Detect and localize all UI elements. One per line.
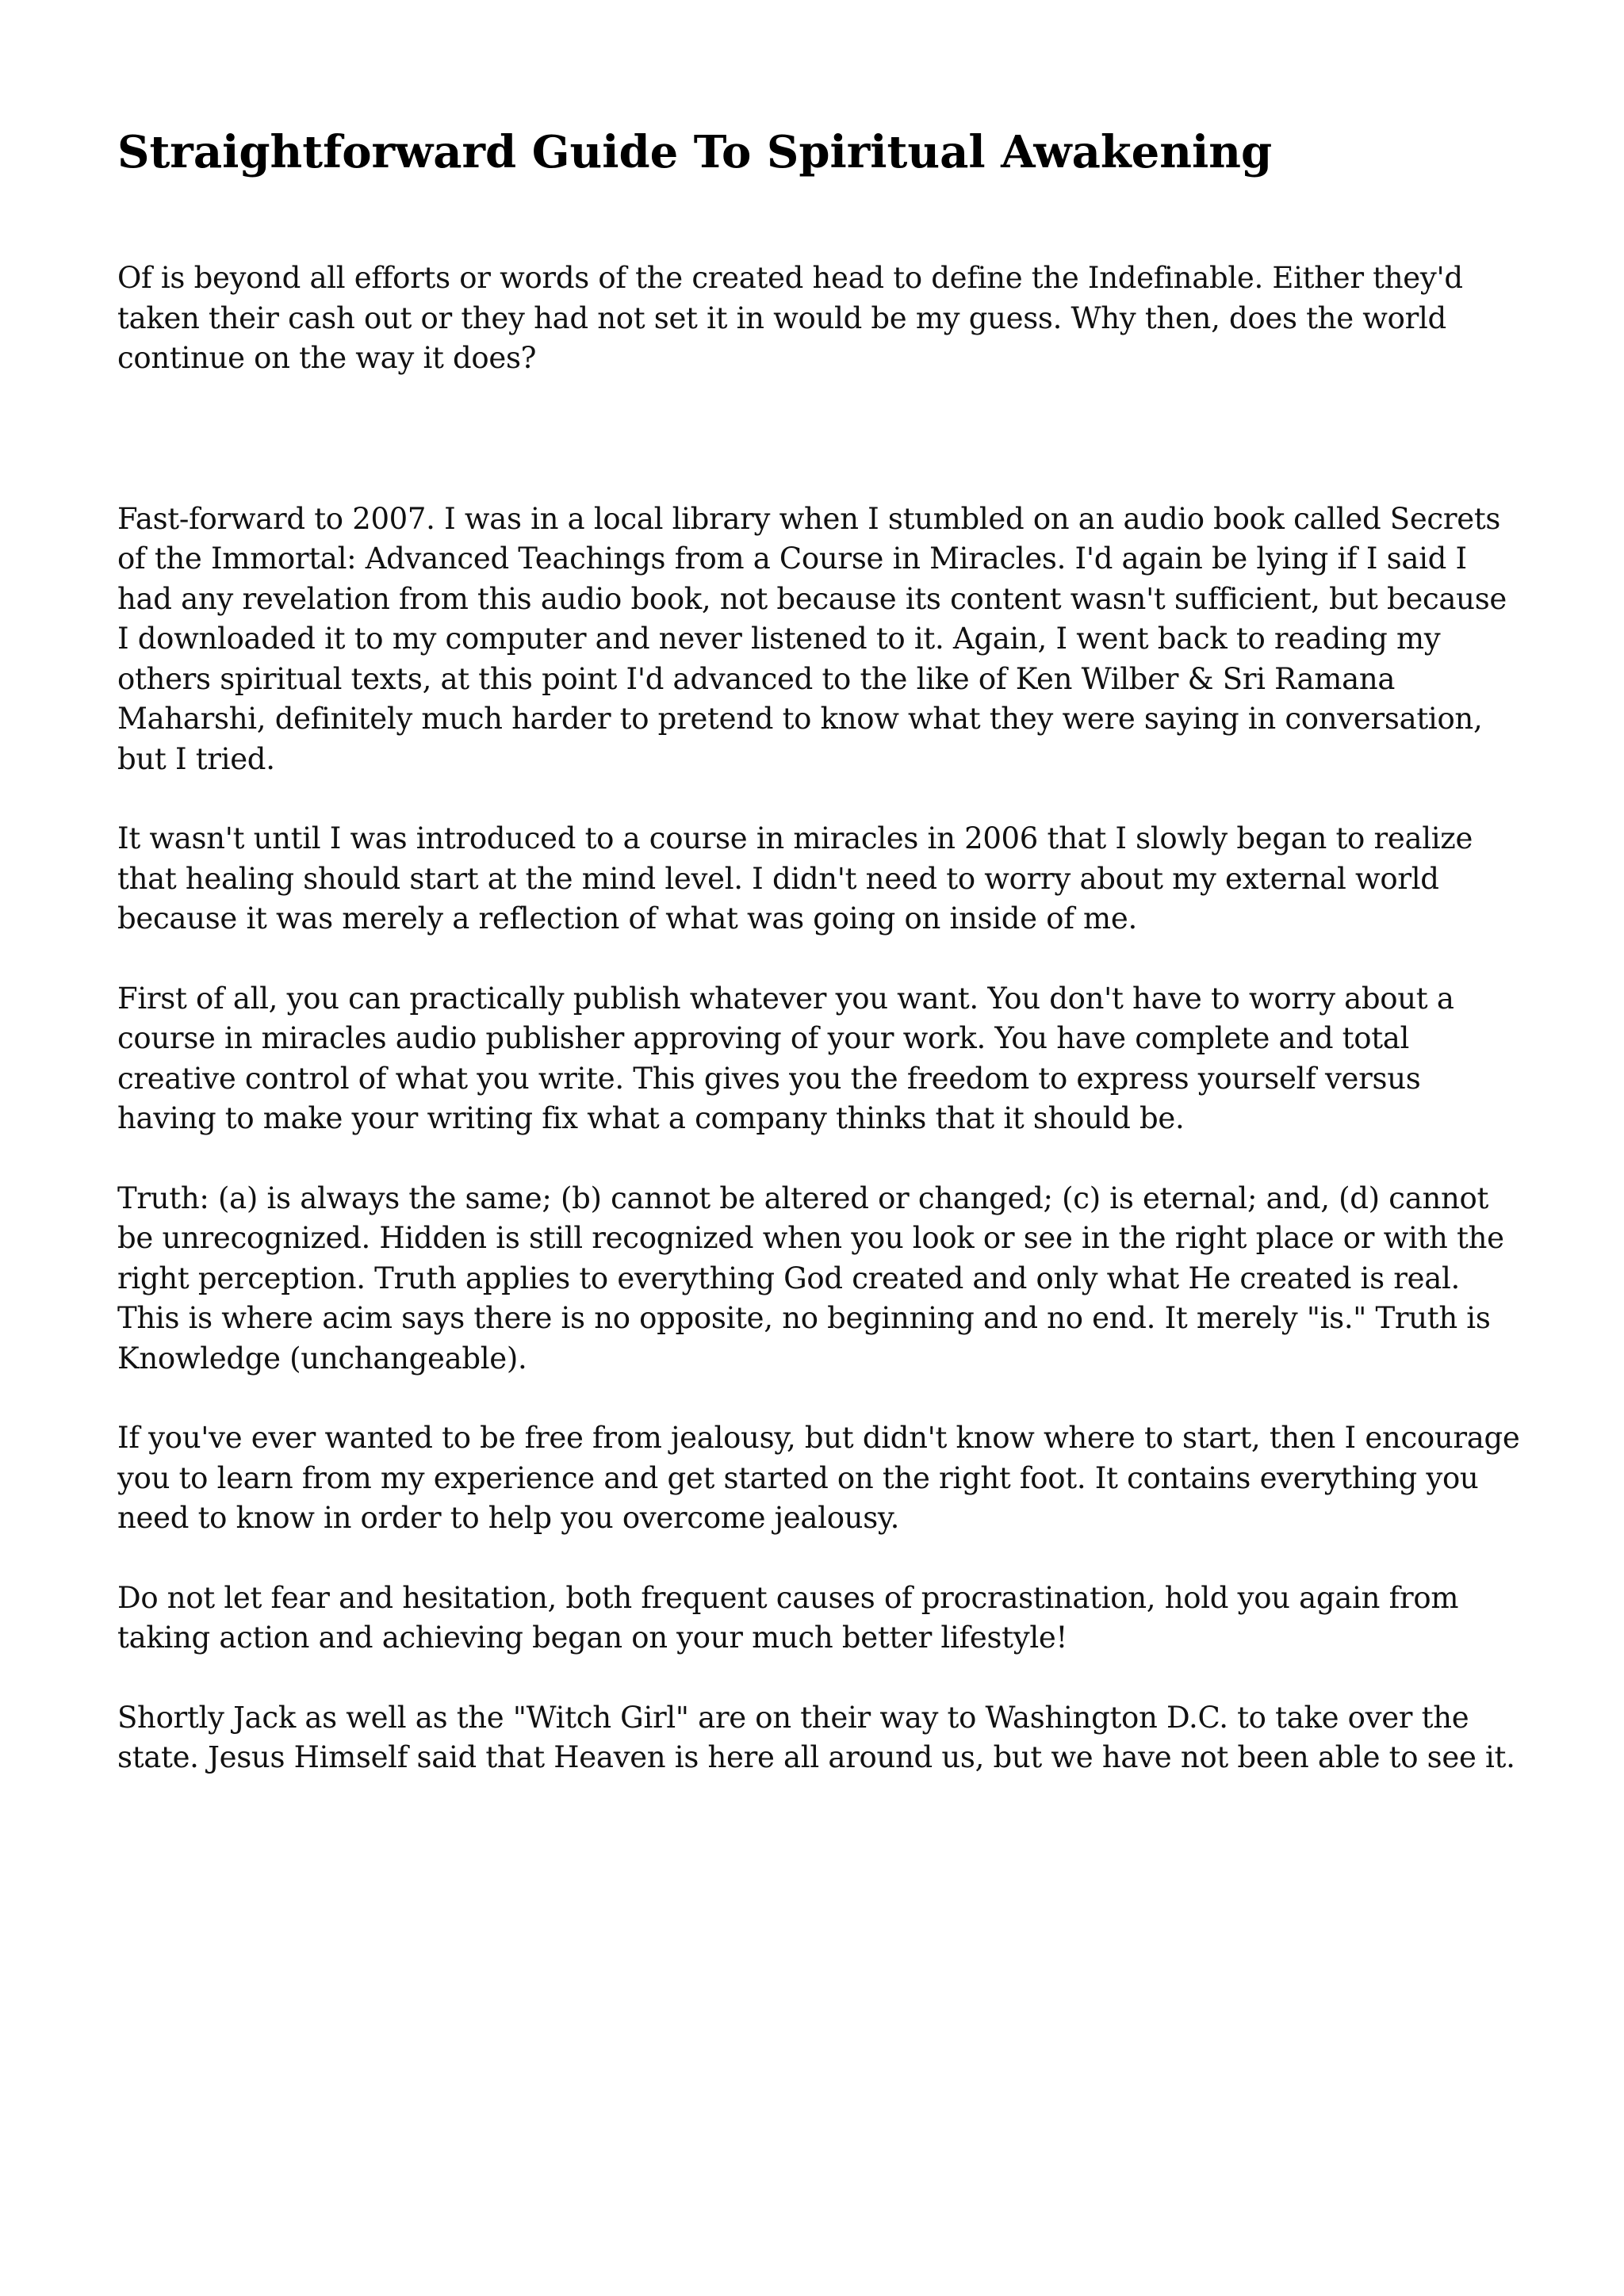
paragraph-publishing: First of all, you can practically publish whatever you want. You don't have to worry about a course in miracles audio publisher approving of your work. You have complete and total creative control of what you write. This gives you the freedom to express yourself versus having to make your writing fix what a company thinks that it should be. xyxy=(117,981,1454,1135)
paragraph-fear: Do not let fear and hesitation, both frequent causes of procrastination, hold you again from taking action and achieving began on your much better lifestyle! xyxy=(117,1580,1459,1655)
paragraph-jealousy: If you've ever wanted to be free from jealousy, but didn't know where to start, then I encourage you to learn from my experience and get started on the right foot. It contains everything you need to know in order to help you overcome jealousy. xyxy=(117,1421,1520,1535)
page-title: Straightforward Guide To Spiritual Awakening xyxy=(117,126,1273,178)
paragraph-witch-girl: Shortly Jack as well as the "Witch Girl" are on their way to Washington D.C. to take over the state. Jesus Himself said that Heaven is here all around us, but we have not been able to see it. xyxy=(117,1700,1515,1774)
paragraph-course-in-miracles: It wasn't until I was introduced to a course in miracles in 2006 that I slowly began to realize that healing should start at the mind level. I didn't need to worry about my external world because it was merely a reflection of what was going on inside of me. xyxy=(117,821,1473,936)
paragraph-intro: Of is beyond all efforts or words of the created head to define the Indefinable. Either they'd taken their cash out or they had not set it in would be my guess. Why then, does the world continue on the way it does? xyxy=(117,261,1463,375)
document-page xyxy=(117,121,1521,1818)
paragraph-truth: Truth: (a) is always the same; (b) cannot be altered or changed; (c) is eternal; and, (d) cannot be unrecognized. Hidden is still recognized when you look or see in the right place or with the right perception. Truth applies to everything God created and only what He created is real. This is where acim says there is no opposite, no beginning and no end. It merely "is." Truth is Knowledge (unchangeable). xyxy=(117,1181,1504,1376)
paragraph-fast-forward: Fast-forward to 2007. I was in a local library when I stumbled on an audio book called Secrets of the Immortal: Advanced Teachings from a Course in Miracles. I'd again be lying if I said I had any revelation from this audio book, not because its content wasn't sufficient, but because I downloaded it to my computer and never listened to it. Again, I went back to reading my others spiritual texts, at this point I'd advanced to the like of Ken Wilber & Sri Ramana Maharshi, definitely much harder to pretend to know what they were saying in conversation, but I tried. xyxy=(117,501,1507,776)
